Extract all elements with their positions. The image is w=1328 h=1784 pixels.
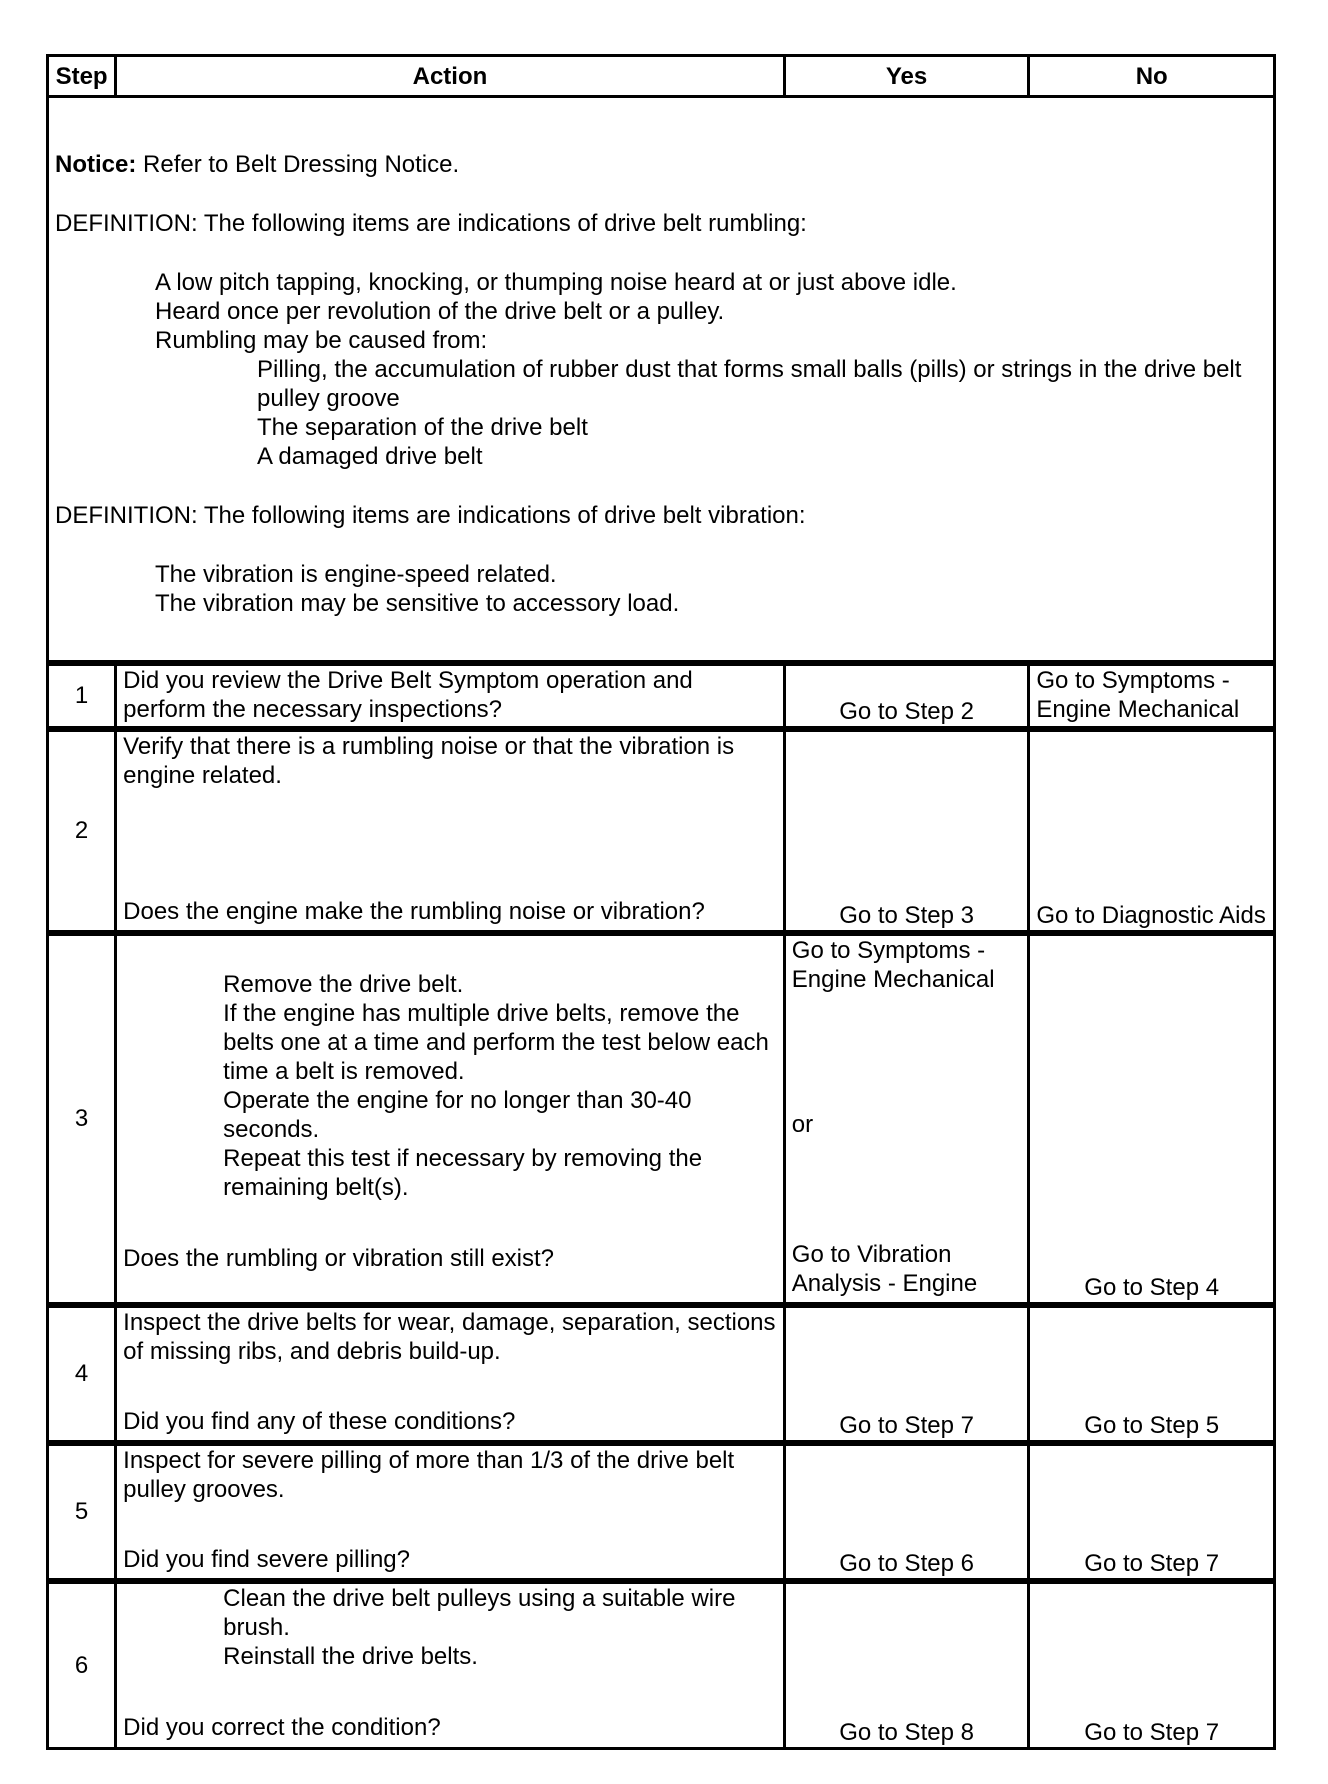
yes-option-bottom: Go to Vibration Analysis - Engine [791, 1240, 978, 1297]
rumbling-item: A low pitch tapping, knocking, or thumping noise heard at or just above idle. [155, 269, 957, 296]
diagnostic-table [46, 54, 1276, 1750]
no-cell: Go to Step 5 [1029, 1305, 1275, 1443]
notice-line [55, 150, 1267, 179]
step-number: 2 [48, 729, 116, 933]
action-cell [116, 1443, 785, 1581]
action-text: Verify that there is a rumbling noise or that the vibration is engine related. [123, 732, 735, 789]
definition-rumbling: DEFINITION: The following items are indications of drive belt rumbling: [55, 210, 807, 237]
header-row [48, 56, 1275, 97]
diagnostic-table-page [46, 54, 1276, 1750]
intro-cell [48, 97, 1275, 663]
table-row [48, 1305, 1275, 1443]
rumbling-cause: A damaged drive belt [257, 443, 483, 470]
intro-row [48, 97, 1275, 663]
action-step-item: Operate the engine for no longer than 30-40 seconds. [223, 1086, 692, 1143]
table-row [48, 1581, 1275, 1749]
action-text: Inspect for severe pilling of more than 1/3 of the drive belt pulley grooves. [123, 1446, 735, 1503]
action-question: Did you correct the condition? [123, 1713, 441, 1741]
action-cell [116, 1305, 785, 1443]
no-cell: Go to Diagnostic Aids [1029, 729, 1275, 933]
yes-cell: Go to Step 6 [784, 1443, 1029, 1581]
notice-text: Refer to Belt Dressing Notice. [136, 151, 460, 178]
no-cell: Go to Symptoms - Engine Mechanical [1029, 663, 1275, 729]
header-yes: Yes [784, 56, 1029, 97]
action-steps [123, 936, 777, 1202]
step-number: 4 [48, 1305, 116, 1443]
no-cell: Go to Step 7 [1029, 1443, 1275, 1581]
yes-cell: Go to Step 3 [784, 729, 1029, 933]
rumbling-item: Heard once per revolution of the drive belt or a pulley. [155, 298, 725, 325]
step-number: 1 [48, 663, 116, 729]
action-step-item: If the engine has multiple drive belts, remove the belts one at a time and perform the test below each time a belt is removed. [223, 999, 769, 1085]
action-text: Inspect the drive belts for wear, damage, separation, sections of missing ribs, and debris build-up. [123, 1308, 776, 1365]
action-question: Did you find any of these conditions? [123, 1407, 516, 1435]
rumbling-cause: The separation of the drive belt [257, 414, 588, 441]
yes-cell: Go to Step 7 [784, 1305, 1029, 1443]
action-step-item: Reinstall the drive belts. [223, 1642, 478, 1670]
rumbling-item: Rumbling may be caused from: [155, 327, 488, 354]
vibration-item: The vibration is engine-speed related. [155, 561, 557, 588]
action-steps [123, 1584, 777, 1671]
action-question: Did you find severe pilling? [123, 1545, 410, 1573]
action-step-item: Clean the drive belt pulleys using a suitable wire brush. [223, 1584, 736, 1641]
header-step: Step [48, 56, 116, 97]
yes-cell [784, 933, 1029, 1305]
table-row [48, 729, 1275, 933]
header-action: Action [116, 56, 785, 97]
action-cell [116, 1581, 785, 1749]
step-number: 5 [48, 1443, 116, 1581]
step-number: 6 [48, 1581, 116, 1749]
action-question: Does the engine make the rumbling noise or vibration? [123, 897, 705, 925]
action-cell [116, 933, 785, 1305]
yes-cell: Go to Step 2 [784, 663, 1029, 729]
yes-cell: Go to Step 8 [784, 1581, 1029, 1749]
vibration-item: The vibration may be sensitive to accessory load. [155, 590, 680, 617]
table-row [48, 663, 1275, 729]
table-row [48, 1443, 1275, 1581]
action-question: Does the rumbling or vibration still exist? [123, 1244, 555, 1272]
no-cell: Go to Step 7 [1029, 1581, 1275, 1749]
action-step-item: Remove the drive belt. [223, 970, 464, 998]
definition-vibration: DEFINITION: The following items are indications of drive belt vibration: [55, 502, 806, 529]
no-cell: Go to Step 4 [1029, 933, 1275, 1305]
notice-label: Notice: [55, 151, 137, 178]
yes-or: or [791, 1110, 814, 1138]
table-row [48, 933, 1275, 1305]
yes-option-top: Go to Symptoms - Engine Mechanical [791, 936, 995, 993]
action-cell [116, 729, 785, 933]
action-step-item: Repeat this test if necessary by removing the remaining belt(s). [223, 1144, 703, 1201]
step-number: 3 [48, 933, 116, 1305]
action-cell: Did you review the Drive Belt Symptom operation and perform the necessary inspections? [116, 663, 785, 729]
rumbling-cause: Pilling, the accumulation of rubber dust that forms small balls (pills) or strings in the drive belt pulley groove [257, 356, 1242, 412]
header-no: No [1029, 56, 1275, 97]
